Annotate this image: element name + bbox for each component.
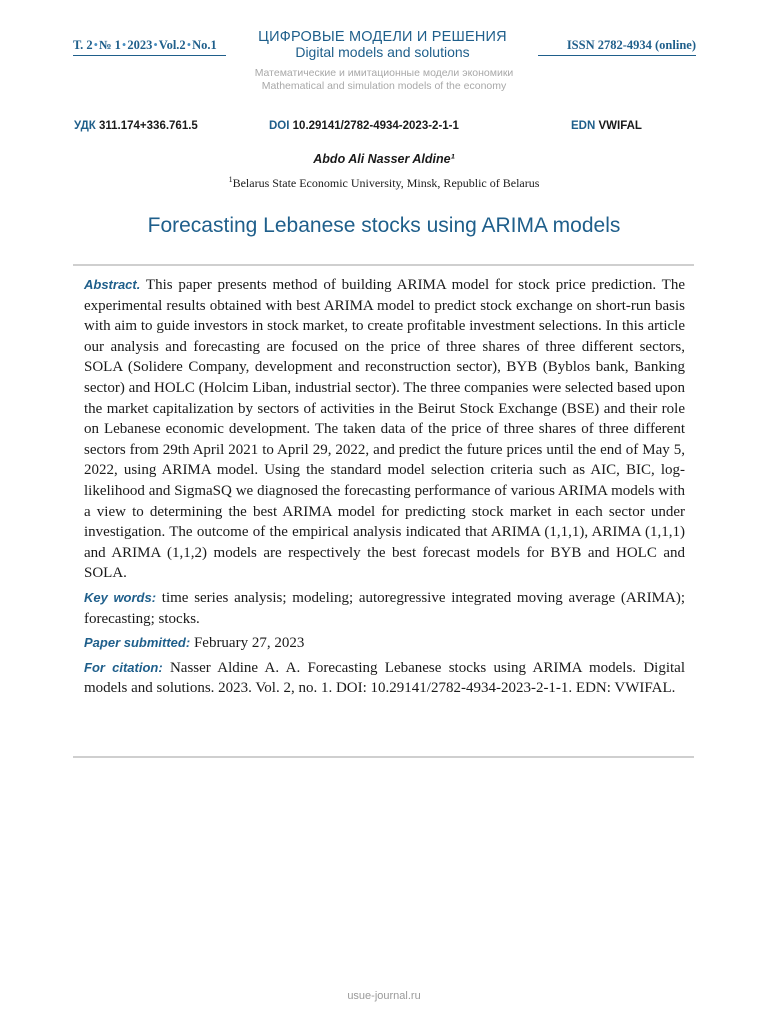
article-title: Forecasting Lebanese stocks using ARIMA models xyxy=(147,214,621,237)
keywords-label: Key words: xyxy=(84,589,157,605)
issue-info: Т. 2•№ 1•2023•Vol.2•No.1 xyxy=(73,38,217,52)
author-name: Abdo Ali Nasser Aldine¹ xyxy=(313,152,455,166)
bottom-rule xyxy=(73,756,694,758)
issn: ISSN 2782-4934 (online) xyxy=(566,38,696,52)
submitted xyxy=(84,633,685,654)
doi xyxy=(269,120,459,132)
affiliation xyxy=(0,175,768,191)
journal-title-en: Digital models and solutions xyxy=(295,44,470,60)
abstract xyxy=(84,275,685,584)
volume-label: Т. 2 xyxy=(73,38,93,52)
citation xyxy=(84,658,685,699)
edn xyxy=(571,120,642,132)
submitted-text: February 27, 2023 xyxy=(193,635,305,652)
udk xyxy=(74,120,198,132)
header-divider-left xyxy=(73,55,226,56)
submitted-label: Paper submitted: xyxy=(84,635,191,651)
affiliation-text: Belarus State Economic University, Minsk, Republic of Belarus xyxy=(232,176,540,190)
doi-value[interactable]: 10.29141/2782-4934-2023-2-1-1 xyxy=(292,120,459,132)
abstract-label: Abstract. xyxy=(84,277,141,292)
edn-value: VWIFAL xyxy=(598,120,642,132)
section-heading xyxy=(0,67,768,92)
article-summary xyxy=(84,275,685,703)
keywords xyxy=(84,588,685,629)
journal-title xyxy=(230,30,535,60)
issue-label: № 1 xyxy=(98,38,121,52)
doi-label: DOI xyxy=(269,120,290,132)
citation-label: For citation: xyxy=(84,659,163,675)
vol-en-label: Vol.2 xyxy=(158,38,186,52)
no-en-label: No.1 xyxy=(192,38,217,52)
affiliation-sup: 1 xyxy=(228,175,233,184)
footer-site[interactable]: usue-journal.ru xyxy=(347,990,421,1002)
section-en: Mathematical and simulation models of the economy xyxy=(261,79,507,92)
section-ru: Математические и имитационные модели экономики xyxy=(254,67,514,79)
abstract-text: This paper presents method of building ARIMA model for stock price prediction. The experimental results obtained with best ARIMA model to predict stock exchange on short-run basis with aim to guide investors in stock market, to create profitable investment selections. In this article our analysis and forecasting are focused on the price of three shares of three different sectors, SOLA (Solidere Company, development and reconstruction sector), BYB (Byblos bank, Banking sector) and HOLC (Holcim Liban, industrial sector). The three companies were selected based upon the market capitalization by sectors of activities in the Beirut Stock Exchange (BSE) and their role on Lebanese economic development. The taken data of the price of three shares of three different sectors from 29th April 2021 to April 29, 2022, and predict the future prices until the end of May 5, 2022, using ARIMA model. Using the standard model selection criteria such as AIC, BIC, log-likelihood and SigmaSQ we diagnosed the forecasting performance of various ARIMA models with a view to determining the best ARIMA model for predicting stock market in each sector under investigation. The outcome of the empirical analysis indicated that ARIMA (1,1,1), ARIMA (1,1,1) and ARIMA (1,1,2) models are respectively the best forecast models for BYB and HOLC and SOLA. xyxy=(84,277,685,582)
top-rule xyxy=(73,264,694,266)
header-divider-right xyxy=(538,55,696,56)
udk-label: УДК xyxy=(74,120,96,132)
year-label: 2023 xyxy=(127,38,153,52)
edn-label: EDN xyxy=(571,120,596,132)
udk-value: 311.174+336.761.5 xyxy=(99,120,198,132)
citation-text: Nasser Aldine A. A. Forecasting Lebanese stocks using ARIMA models. Digital models and solutions. 2023. Vol. 2, no. 1. DOI: 10.29141/2782-4934-2023-2-1-1. EDN: VWIFAL. xyxy=(84,659,686,697)
journal-title-ru: ЦИФРОВЫЕ МОДЕЛИ И РЕШЕНИЯ xyxy=(258,29,507,45)
keywords-text: time series analysis; modeling; autoregressive integrated moving average (ARIMA); forecasting; stocks. xyxy=(84,589,686,627)
